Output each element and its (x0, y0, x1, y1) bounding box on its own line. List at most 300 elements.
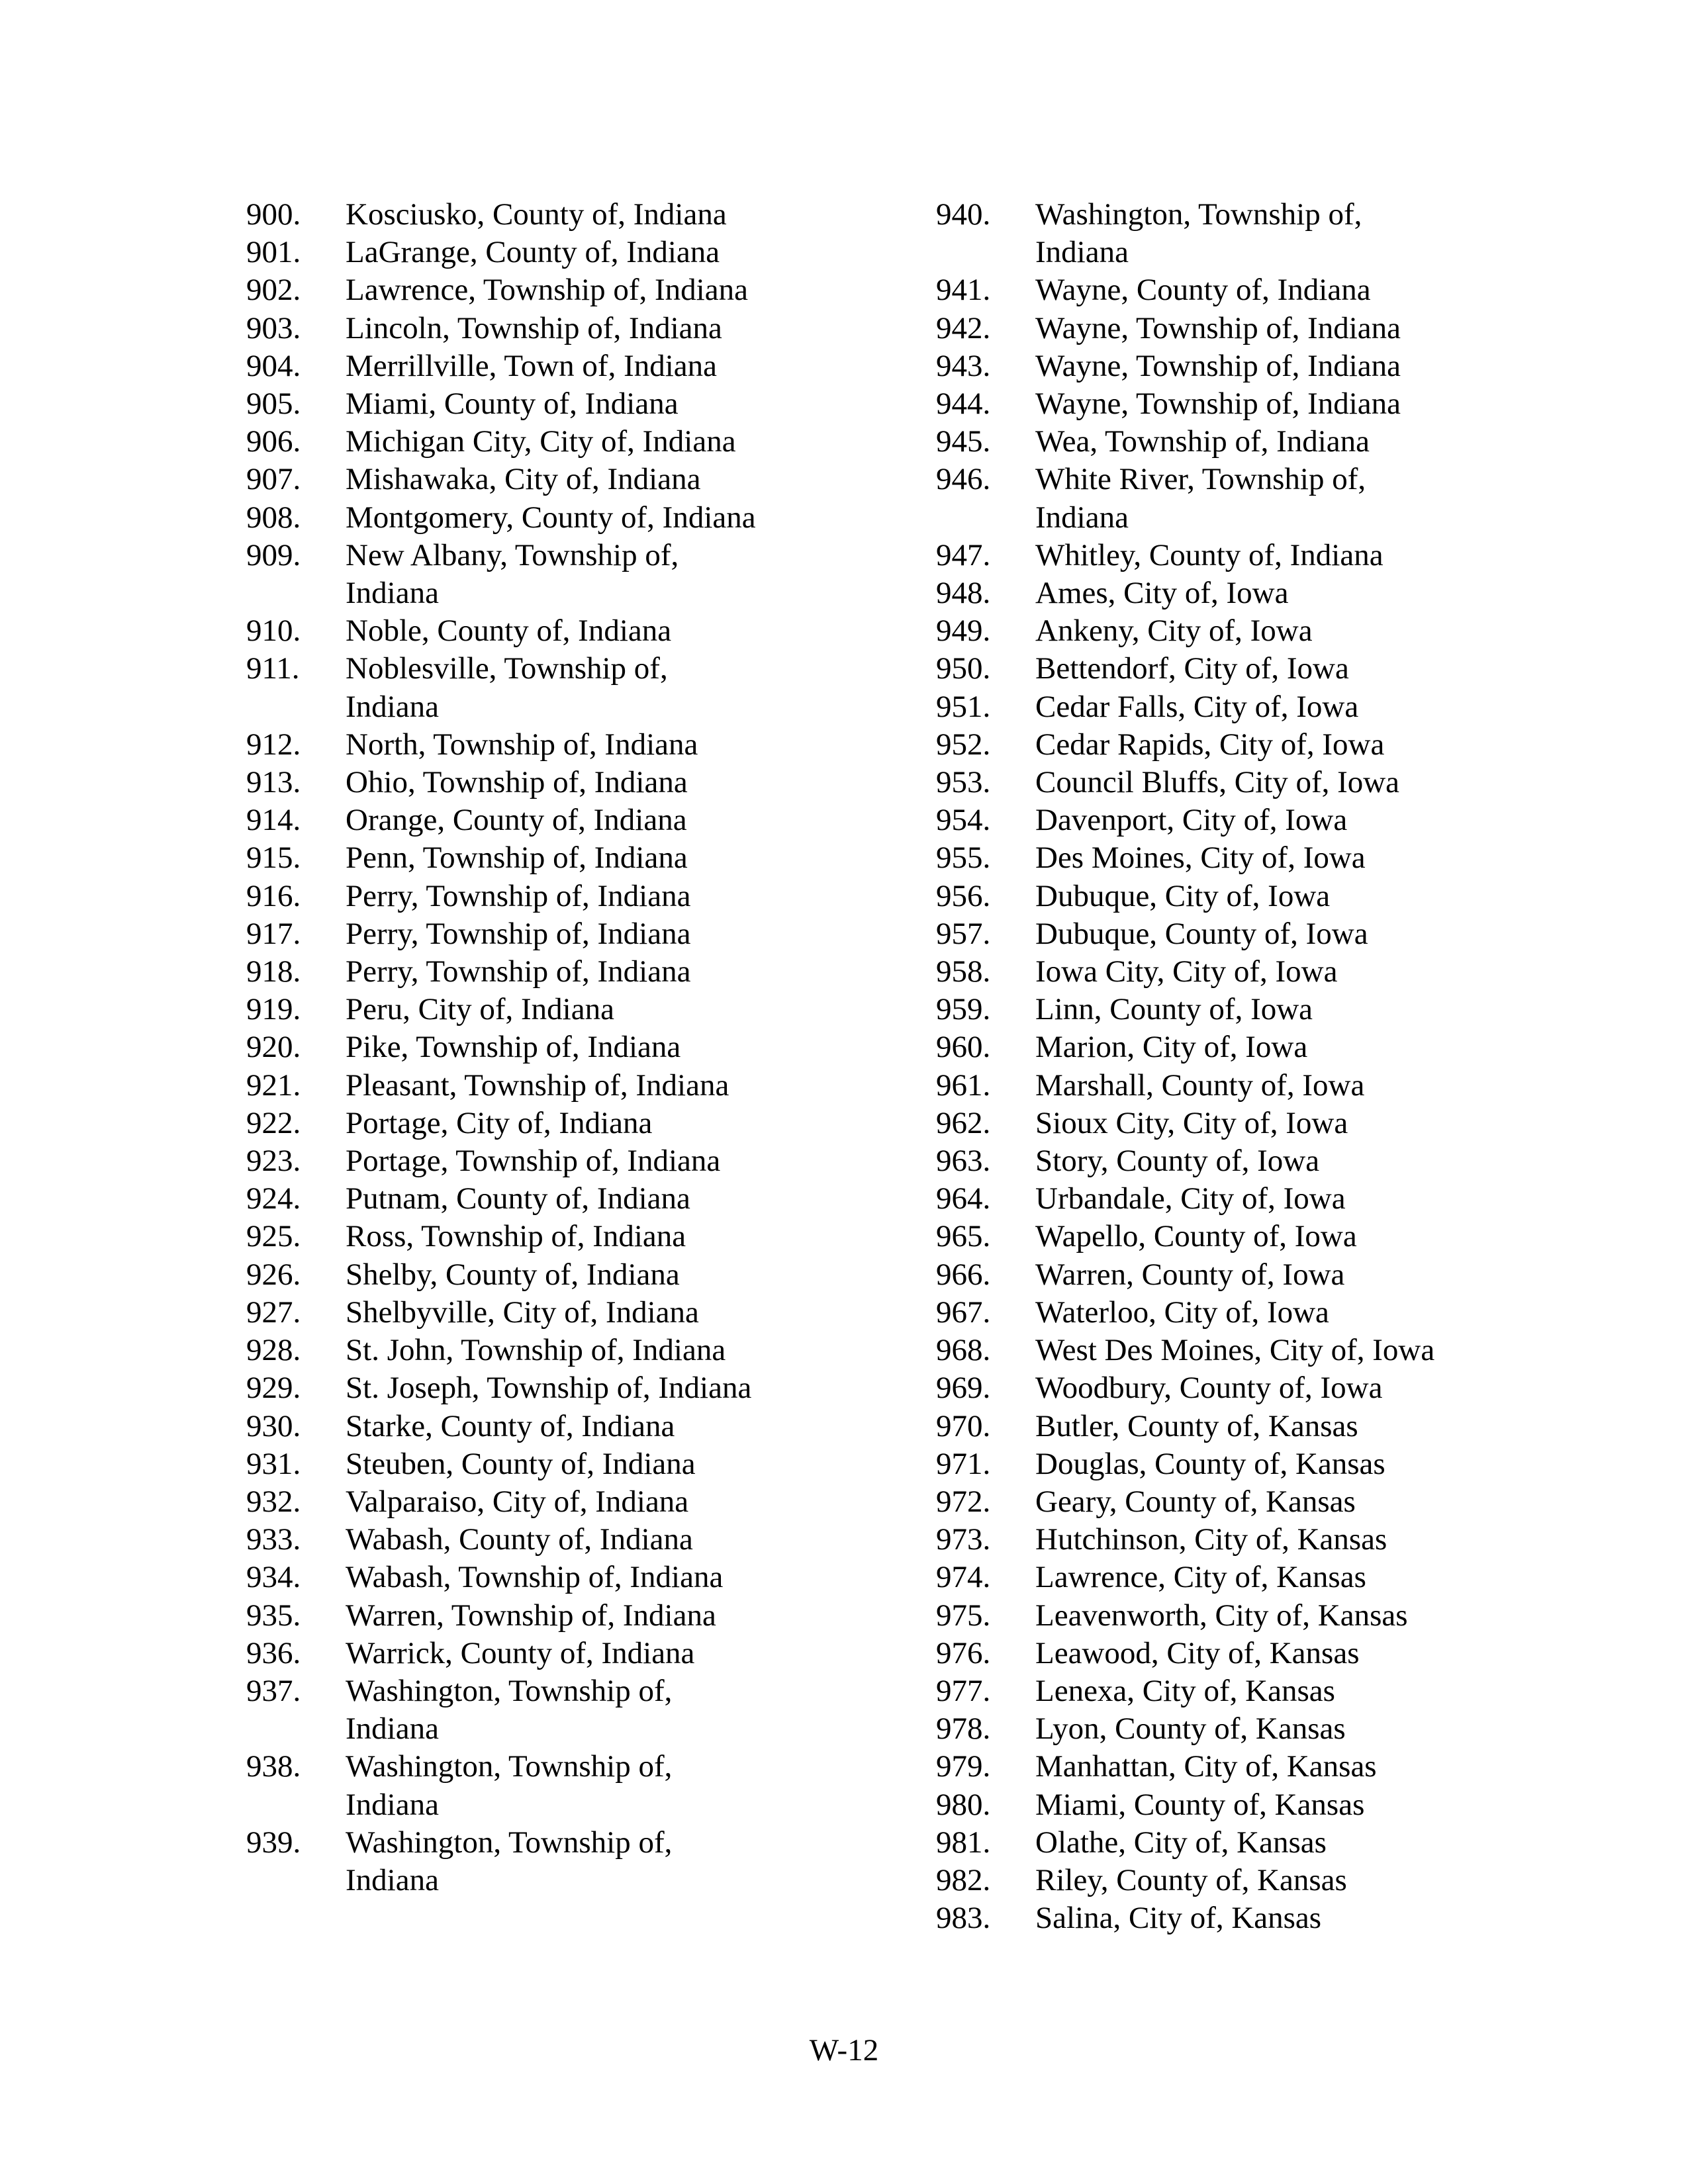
entry-name (1035, 915, 1505, 953)
entry-name (1035, 612, 1505, 650)
entry-name-line: White River, Township of, (1035, 462, 1366, 497)
entry-name-line: Warrick, County of, Indiana (346, 1635, 695, 1670)
list-item (246, 1672, 816, 1748)
entry-name-line: Cedar Falls, City of, Iowa (1035, 689, 1359, 724)
entry-name-line: Waterloo, City of, Iowa (1035, 1295, 1329, 1330)
entry-number: 933. (246, 1522, 301, 1557)
entry-number: 921. (246, 1068, 301, 1103)
list-item (246, 839, 816, 877)
entry-name-line: Whitley, County of, Indiana (1035, 537, 1383, 572)
list-item (936, 1559, 1505, 1596)
entry-number: 977. (936, 1673, 991, 1708)
entry-name (1035, 1710, 1505, 1748)
entry-name-line: Indiana (346, 576, 439, 611)
entry-name (346, 991, 816, 1028)
entry-name-line: Urbandale, City of, Iowa (1035, 1181, 1346, 1216)
left-entity-list (246, 196, 816, 1899)
entry-name-line: Orange, County of, Indiana (346, 803, 687, 838)
list-item (246, 499, 816, 537)
entry-number: 962. (936, 1105, 991, 1140)
list-item (246, 1597, 816, 1635)
entry-name-line: Ames, City of, Iowa (1035, 576, 1289, 611)
list-item (936, 1899, 1505, 1937)
entry-number: 913. (246, 765, 301, 800)
entry-number: 910. (246, 614, 301, 649)
entry-name-line: Portage, Township of, Indiana (346, 1144, 721, 1179)
entry-number: 952. (936, 727, 991, 762)
entry-number: 903. (246, 310, 301, 345)
entry-name-line: Michigan City, City of, Indiana (346, 424, 736, 459)
list-item (936, 423, 1505, 461)
list-item (936, 1180, 1505, 1218)
list-item (936, 1786, 1505, 1824)
entry-name-line: Story, County of, Iowa (1035, 1144, 1320, 1179)
entry-number: 961. (936, 1068, 991, 1103)
entry-number: 970. (936, 1408, 991, 1443)
entry-number: 900. (246, 197, 301, 232)
entry-number: 957. (936, 916, 991, 951)
entry-number: 920. (246, 1030, 301, 1065)
entry-name-line: Pleasant, Township of, Indiana (346, 1068, 729, 1103)
list-item (936, 537, 1505, 574)
list-item (246, 385, 816, 423)
entry-name-line: Marion, City of, Iowa (1035, 1030, 1308, 1065)
entry-name (1035, 1294, 1505, 1332)
entry-name-line: Pike, Township of, Indiana (346, 1030, 681, 1065)
entry-name (346, 1672, 816, 1748)
list-item (246, 1559, 816, 1596)
list-item (936, 1635, 1505, 1672)
list-item (936, 1710, 1505, 1748)
entry-number: 930. (246, 1408, 301, 1443)
list-item (246, 1521, 816, 1559)
entry-name (346, 1218, 816, 1255)
entry-name (346, 1559, 816, 1596)
entry-number: 951. (936, 689, 991, 724)
entry-name-line: Lincoln, Township of, Indiana (346, 310, 722, 345)
entry-name-line: Butler, County of, Kansas (1035, 1408, 1358, 1443)
entry-number: 975. (936, 1598, 991, 1633)
entry-name-line: Ross, Township of, Indiana (346, 1219, 686, 1254)
entry-number: 964. (936, 1181, 991, 1216)
entry-number: 981. (936, 1825, 991, 1860)
entry-name-line: Miami, County of, Kansas (1035, 1787, 1365, 1822)
list-item (936, 347, 1505, 385)
entry-name (346, 1408, 816, 1445)
entry-name-line: Indiana (346, 689, 439, 724)
entry-number: 963. (936, 1144, 991, 1179)
entry-number: 931. (246, 1446, 301, 1481)
list-item (246, 1748, 816, 1823)
entry-name (1035, 385, 1505, 423)
entry-name-line: Douglas, County of, Kansas (1035, 1446, 1385, 1481)
entry-name-line: Steuben, County of, Indiana (346, 1446, 696, 1481)
list-item (246, 1635, 816, 1672)
entry-name (346, 1824, 816, 1899)
list-item (936, 839, 1505, 877)
entry-number: 972. (936, 1484, 991, 1519)
entry-name-line: Leawood, City of, Kansas (1035, 1635, 1360, 1670)
entry-number: 902. (246, 273, 301, 308)
page-number: W-12 (809, 2033, 879, 2068)
list-item (246, 612, 816, 650)
entry-name-line: Shelbyville, City of, Indiana (346, 1295, 699, 1330)
list-item (936, 878, 1505, 915)
entry-name (1035, 1218, 1505, 1255)
entry-name (346, 537, 816, 612)
entry-number: 978. (936, 1711, 991, 1747)
entry-name (346, 385, 816, 423)
entry-number: 943. (936, 348, 991, 383)
entry-number: 911. (246, 651, 300, 686)
entry-name (346, 1332, 816, 1369)
list-item (246, 1105, 816, 1142)
entry-name (346, 347, 816, 385)
list-item (936, 1597, 1505, 1635)
entry-name-line: Washington, Township of, (1035, 197, 1362, 232)
entry-number: 908. (246, 500, 301, 535)
entry-name-line: Leavenworth, City of, Kansas (1035, 1598, 1408, 1633)
entry-name-line: Warren, Township of, Indiana (346, 1598, 716, 1633)
entry-name (346, 650, 816, 725)
entry-name-line: Wayne, County of, Indiana (1035, 273, 1371, 308)
list-item (936, 1105, 1505, 1142)
list-item (246, 461, 816, 498)
right-entity-list (936, 196, 1505, 1937)
entry-name (346, 1180, 816, 1218)
entry-name (346, 499, 816, 537)
entry-name (1035, 347, 1505, 385)
list-item (936, 1256, 1505, 1294)
entry-number: 932. (246, 1484, 301, 1519)
entry-name-line: West Des Moines, City of, Iowa (1035, 1333, 1435, 1368)
entry-number: 915. (246, 841, 301, 876)
entry-name (1035, 953, 1505, 991)
entry-name (1035, 1748, 1505, 1786)
entry-number: 965. (936, 1219, 991, 1254)
entry-name-line: Des Moines, City of, Iowa (1035, 841, 1366, 876)
entry-number: 922. (246, 1105, 301, 1140)
entry-name (346, 1748, 816, 1823)
entry-name-line: Peru, City of, Indiana (346, 992, 614, 1027)
entry-number: 956. (936, 878, 991, 913)
entry-name (1035, 1142, 1505, 1180)
entry-name-line: Washington, Township of, (346, 1673, 673, 1708)
entry-number: 928. (246, 1333, 301, 1368)
list-item (246, 1294, 816, 1332)
entry-name (1035, 650, 1505, 688)
entry-name (1035, 1597, 1505, 1635)
list-item (246, 310, 816, 347)
list-item (936, 726, 1505, 764)
entry-name-line: Valparaiso, City of, Indiana (346, 1484, 689, 1519)
entry-number: 983. (936, 1901, 991, 1936)
entry-name (346, 1028, 816, 1066)
entry-name-line: Iowa City, City of, Iowa (1035, 954, 1338, 989)
list-item (246, 1369, 816, 1407)
list-item (246, 1824, 816, 1899)
list-item (936, 385, 1505, 423)
entry-name (1035, 1635, 1505, 1672)
entry-name (346, 234, 816, 271)
entry-name (346, 310, 816, 347)
entry-number: 941. (936, 273, 991, 308)
entry-name-line: Portage, City of, Indiana (346, 1105, 653, 1140)
entry-name-line: Linn, County of, Iowa (1035, 992, 1313, 1027)
list-item (936, 461, 1505, 536)
entry-name-line: Merrillville, Town of, Indiana (346, 348, 718, 383)
entry-number: 966. (936, 1257, 991, 1292)
list-item (246, 1218, 816, 1255)
list-item (936, 1862, 1505, 1899)
list-item (936, 1067, 1505, 1105)
list-item (246, 991, 816, 1028)
entry-name-line: Wabash, County of, Indiana (346, 1522, 693, 1557)
list-item (246, 764, 816, 801)
entry-number: 950. (936, 651, 991, 686)
entry-name (1035, 1521, 1505, 1559)
entry-name-line: Indiana (1035, 235, 1129, 270)
entry-name (346, 1067, 816, 1105)
list-item (936, 801, 1505, 839)
list-item (936, 1218, 1505, 1255)
entry-name (346, 196, 816, 234)
entry-name (1035, 1028, 1505, 1066)
entry-number: 955. (936, 841, 991, 876)
list-item (246, 1408, 816, 1445)
entry-name-line: Salina, City of, Kansas (1035, 1901, 1322, 1936)
entry-number: 938. (246, 1749, 301, 1784)
entry-name-line: Geary, County of, Kansas (1035, 1484, 1356, 1519)
list-item (936, 1483, 1505, 1521)
entry-number: 919. (246, 992, 301, 1027)
entry-number: 946. (936, 462, 991, 497)
list-item (936, 271, 1505, 309)
entry-name (346, 1294, 816, 1332)
entry-name (346, 878, 816, 915)
list-item (936, 574, 1505, 612)
entry-number: 925. (246, 1219, 301, 1254)
entry-name (346, 953, 816, 991)
entry-name-line: Wayne, Township of, Indiana (1035, 348, 1401, 383)
entry-number: 948. (936, 576, 991, 611)
entry-number: 947. (936, 537, 991, 572)
entry-name (346, 1369, 816, 1407)
entry-name-line: Olathe, City of, Kansas (1035, 1825, 1327, 1860)
entry-number: 969. (936, 1371, 991, 1406)
entry-name (1035, 839, 1505, 877)
entry-name (1035, 1672, 1505, 1710)
entry-number: 929. (246, 1371, 301, 1406)
entry-number: 954. (936, 803, 991, 838)
entry-number: 949. (936, 614, 991, 649)
entry-name-line: Mishawaka, City of, Indiana (346, 462, 701, 497)
entry-name (1035, 1105, 1505, 1142)
entry-name (1035, 461, 1505, 536)
entry-number: 980. (936, 1787, 991, 1822)
list-item (246, 915, 816, 953)
entry-number: 940. (936, 197, 991, 232)
entry-name-line: New Albany, Township of, (346, 537, 679, 572)
list-item (246, 878, 816, 915)
entry-name-line: Noblesville, Township of, (346, 651, 668, 686)
entry-name (1035, 878, 1505, 915)
entry-name-line: Warren, County of, Iowa (1035, 1257, 1345, 1292)
list-item (936, 1332, 1505, 1369)
entry-number: 953. (936, 765, 991, 800)
entry-name (346, 1483, 816, 1521)
entry-number: 926. (246, 1257, 301, 1292)
entry-number: 918. (246, 954, 301, 989)
entry-name-line: Perry, Township of, Indiana (346, 916, 691, 951)
entry-name-line: Starke, County of, Indiana (346, 1408, 675, 1443)
entry-name-line: Council Bluffs, City of, Iowa (1035, 765, 1400, 800)
entry-name (1035, 423, 1505, 461)
entry-name (1035, 1899, 1505, 1937)
entry-name-line: Penn, Township of, Indiana (346, 841, 688, 876)
entry-name-line: Indiana (346, 1787, 439, 1822)
entry-name (346, 271, 816, 309)
entry-number: 927. (246, 1295, 301, 1330)
entry-name (1035, 574, 1505, 612)
entry-name (1035, 688, 1505, 726)
entry-name-line: Lenexa, City of, Kansas (1035, 1673, 1335, 1708)
entry-name-line: North, Township of, Indiana (346, 727, 698, 762)
entry-name-line: Montgomery, County of, Indiana (346, 500, 756, 535)
entry-name-line: Dubuque, County of, Iowa (1035, 916, 1368, 951)
entry-number: 923. (246, 1144, 301, 1179)
entry-name (346, 423, 816, 461)
entry-name (346, 1445, 816, 1483)
list-item (246, 726, 816, 764)
entry-number: 905. (246, 387, 301, 422)
entry-number: 971. (936, 1446, 991, 1481)
entry-name (1035, 991, 1505, 1028)
entry-name-line: Lyon, County of, Kansas (1035, 1711, 1346, 1747)
entry-name (1035, 1483, 1505, 1521)
entry-name-line: Dubuque, City of, Iowa (1035, 878, 1331, 913)
entry-name-line: Ohio, Township of, Indiana (346, 765, 688, 800)
entry-name-line: St. Joseph, Township of, Indiana (346, 1371, 752, 1406)
entry-name (1035, 1256, 1505, 1294)
list-item (936, 1445, 1505, 1483)
entry-name-line: Miami, County of, Indiana (346, 387, 679, 422)
entry-number: 942. (936, 310, 991, 345)
list-item (246, 1256, 816, 1294)
entry-number: 934. (246, 1560, 301, 1595)
list-item (936, 1369, 1505, 1407)
entry-name (1035, 1180, 1505, 1218)
entry-number: 909. (246, 537, 301, 572)
list-item (246, 1180, 816, 1218)
entry-name-line: Wayne, Township of, Indiana (1035, 310, 1401, 345)
entry-name (1035, 1369, 1505, 1407)
entry-name (1035, 1862, 1505, 1899)
entry-name (346, 1521, 816, 1559)
entry-number: 924. (246, 1181, 301, 1216)
entry-number: 917. (246, 916, 301, 951)
entry-number: 936. (246, 1635, 301, 1670)
entry-number: 973. (936, 1522, 991, 1557)
list-item (246, 537, 816, 612)
entry-name-line: Davenport, City of, Iowa (1035, 803, 1348, 838)
entry-name-line: Sioux City, City of, Iowa (1035, 1105, 1348, 1140)
list-item (936, 1294, 1505, 1332)
entry-name (346, 1256, 816, 1294)
entry-name-line: St. John, Township of, Indiana (346, 1333, 726, 1368)
list-item (246, 650, 816, 725)
list-item (246, 347, 816, 385)
entry-name-line: Perry, Township of, Indiana (346, 954, 691, 989)
entry-number: 959. (936, 992, 991, 1027)
list-item (246, 196, 816, 234)
entry-name-line: Wayne, Township of, Indiana (1035, 387, 1401, 422)
entry-name-line: Bettendorf, City of, Iowa (1035, 651, 1349, 686)
entry-name (1035, 537, 1505, 574)
list-item (936, 915, 1505, 953)
entry-number: 944. (936, 387, 991, 422)
entry-name-line: Hutchinson, City of, Kansas (1035, 1522, 1387, 1557)
list-item (246, 1067, 816, 1105)
entry-number: 914. (246, 803, 301, 838)
entry-name (1035, 271, 1505, 309)
entry-name (1035, 726, 1505, 764)
entry-name (346, 915, 816, 953)
list-item (936, 1408, 1505, 1445)
entry-name-line: Wabash, Township of, Indiana (346, 1560, 724, 1595)
list-item (936, 1028, 1505, 1066)
entry-name-line: Lawrence, City of, Kansas (1035, 1560, 1366, 1595)
list-item (246, 1332, 816, 1369)
entry-name-line: Washington, Township of, (346, 1749, 673, 1784)
entry-number: 912. (246, 727, 301, 762)
entry-number: 907. (246, 462, 301, 497)
entry-name-line: Washington, Township of, (346, 1825, 673, 1860)
entry-name (346, 612, 816, 650)
entry-name-line: LaGrange, County of, Indiana (346, 235, 720, 270)
entry-name (346, 1105, 816, 1142)
list-item (936, 1748, 1505, 1786)
entry-name (1035, 310, 1505, 347)
entry-name-line: Kosciusko, County of, Indiana (346, 197, 727, 232)
entry-name (1035, 1408, 1505, 1445)
list-item (936, 1521, 1505, 1559)
list-item (936, 764, 1505, 801)
entry-number: 974. (936, 1560, 991, 1595)
entry-name-line: Noble, County of, Indiana (346, 614, 672, 649)
entry-name-line: Indiana (346, 1862, 439, 1897)
list-item (936, 1672, 1505, 1710)
entry-name-line: Shelby, County of, Indiana (346, 1257, 680, 1292)
list-item (936, 310, 1505, 347)
entry-name (1035, 1786, 1505, 1824)
list-item (246, 234, 816, 271)
entry-name (346, 1635, 816, 1672)
list-item (246, 953, 816, 991)
entry-name-line: Putnam, County of, Indiana (346, 1181, 690, 1216)
entry-name-line: Ankeny, City of, Iowa (1035, 614, 1313, 649)
entry-number: 960. (936, 1030, 991, 1065)
entry-name (346, 1597, 816, 1635)
entry-number: 939. (246, 1825, 301, 1860)
entry-name (346, 764, 816, 801)
entry-name (346, 839, 816, 877)
entry-number: 945. (936, 424, 991, 459)
entry-name-line: Marshall, County of, Iowa (1035, 1068, 1365, 1103)
list-item (246, 423, 816, 461)
entry-number: 967. (936, 1295, 991, 1330)
list-item (246, 1142, 816, 1180)
